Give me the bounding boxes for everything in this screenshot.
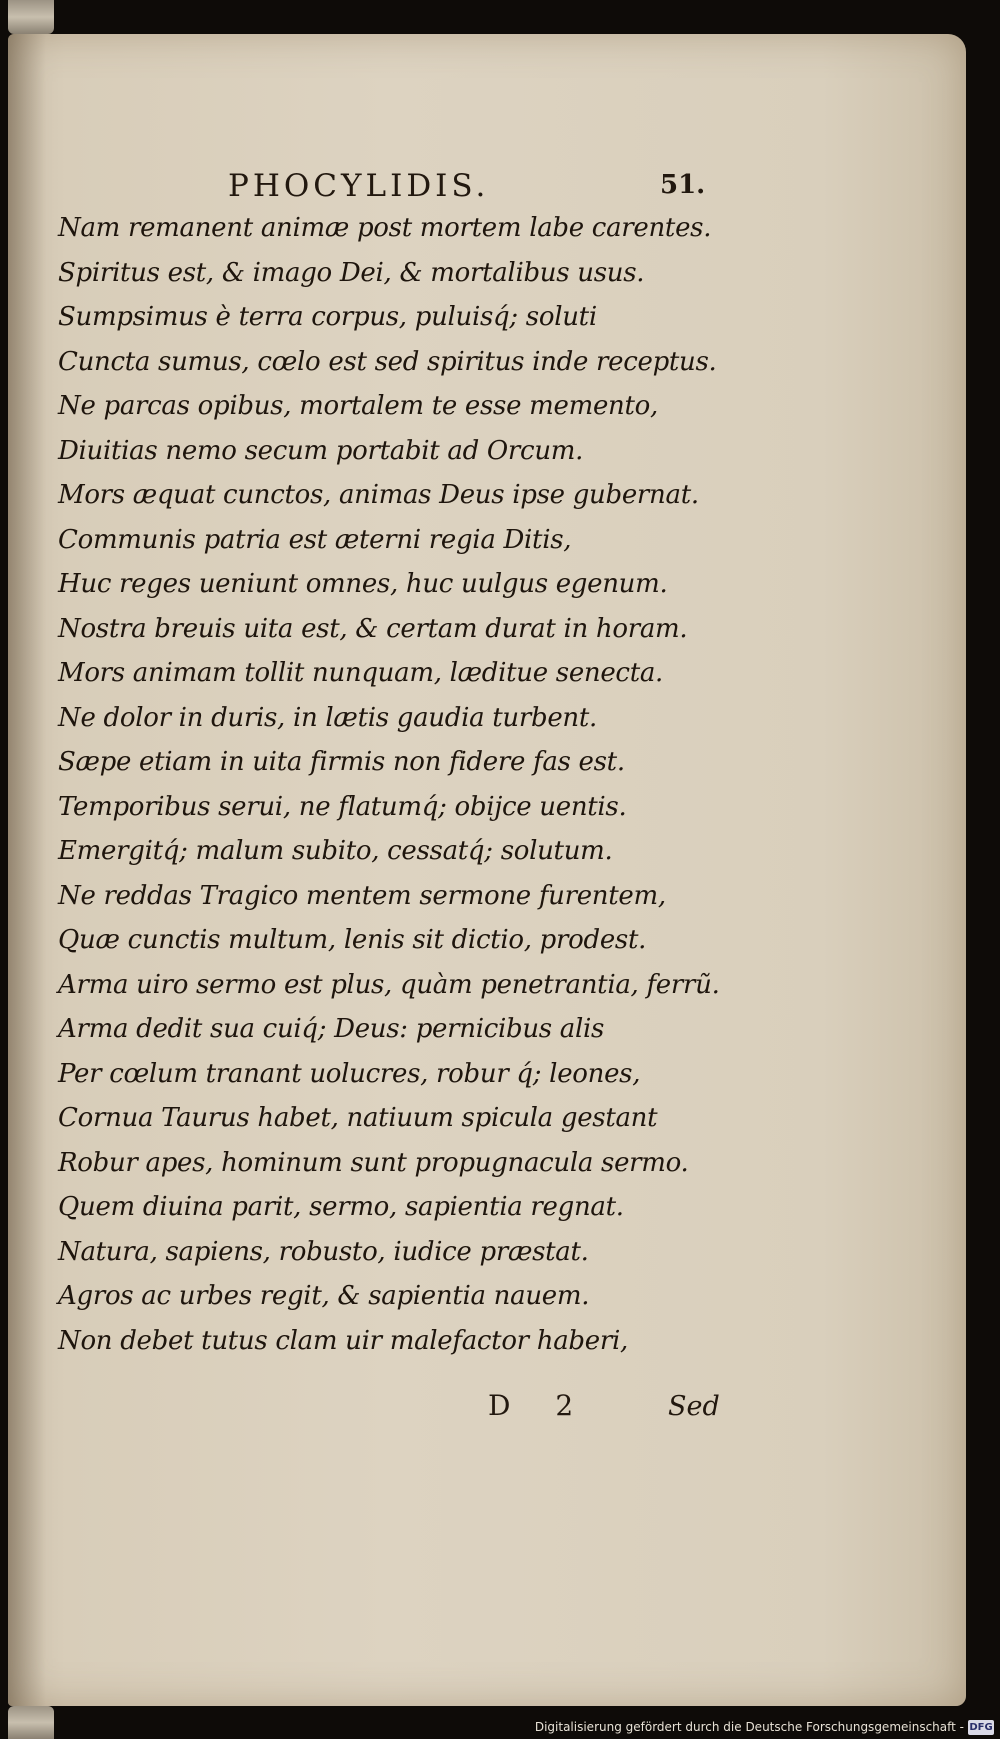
verse-line: Quæ cunctis multum, lenis sit dictio, prodest.: [58, 925, 647, 955]
verse-line: Per cœlum tranant uolucres, robur q́; leones,: [58, 1058, 641, 1089]
catchword: Sed: [668, 1391, 720, 1422]
running-head: PHOCYLIDIS.: [228, 168, 490, 204]
dfg-logo: DFG: [969, 1722, 993, 1733]
verse-line: Temporibus serui, ne flatumq́; obijce uentis.: [58, 791, 627, 822]
verse-line: Robur apes, hominum sunt propugnacula sermo.: [58, 1147, 689, 1178]
verse-line: Mors animam tollit nunquam, læditue senecta.: [58, 658, 664, 688]
verse-line: Nostra breuis uita est, & certam durat in horam.: [58, 613, 688, 644]
spine-shadow: [8, 34, 46, 1706]
verse-line: Nam remanent animæ post mortem labe carentes.: [58, 213, 712, 243]
verse-line: Sæpe etiam in uita firmis non fidere fas est.: [58, 747, 625, 777]
binding-clip-top: [8, 0, 54, 34]
verse-line: Non debet tutus clam uir malefactor haberi,: [58, 1325, 628, 1356]
verse-line: Spiritus est, & imago Dei, & mortalibus usus.: [58, 257, 645, 288]
page-number: 51.: [660, 170, 706, 200]
verse-line: Huc reges ueniunt omnes, huc uulgus egenum.: [58, 569, 668, 599]
verse-line: Agros ac urbes regit, & sapientia nauem.: [58, 1281, 590, 1311]
signature-mark: D 2: [488, 1389, 592, 1422]
verse-line: Cornua Taurus habet, natiuum spicula gestant: [58, 1103, 658, 1133]
verse-line: Ne reddas Tragico mentem sermone furentem,: [58, 880, 666, 911]
funding-credit: Digitalisierung gefördert durch die Deutsche Forschungsgemeinschaft -: [534, 1720, 964, 1734]
verse-line: Ne parcas opibus, mortalem te esse memento,: [58, 391, 658, 421]
verse-list: [58, 206, 718, 1363]
verse-line: Emergitq́; malum subito, cessatq́; solutum.: [58, 836, 613, 866]
verse-line: Diuitias nemo secum portabit ad Orcum.: [58, 435, 584, 466]
verse-line: Cuncta sumus, cœlo est sed spiritus inde receptus.: [58, 346, 717, 377]
verse-line: Quem diuina parit, sermo, sapientia regnat.: [58, 1192, 624, 1222]
footer-bar: [0, 1718, 1000, 1739]
verse-line: Ne dolor in duris, in lætis gaudia turbent.: [58, 702, 597, 733]
verse-line: Arma dedit sua cuiq́; Deus: pernicibus alis: [58, 1014, 605, 1044]
verse-line: Natura, sapiens, robusto, iudice præstat.: [58, 1236, 589, 1267]
verse-line: Arma uiro sermo est plus, quàm penetrantia, ferrũ.: [58, 969, 720, 1000]
verse-line: Communis patria est æterni regia Ditis,: [58, 524, 572, 555]
verse-line: Sumpsimus è terra corpus, puluisq́; soluti: [58, 302, 597, 332]
verse-line: Mors æquat cunctos, animas Deus ipse gubernat.: [58, 480, 699, 510]
